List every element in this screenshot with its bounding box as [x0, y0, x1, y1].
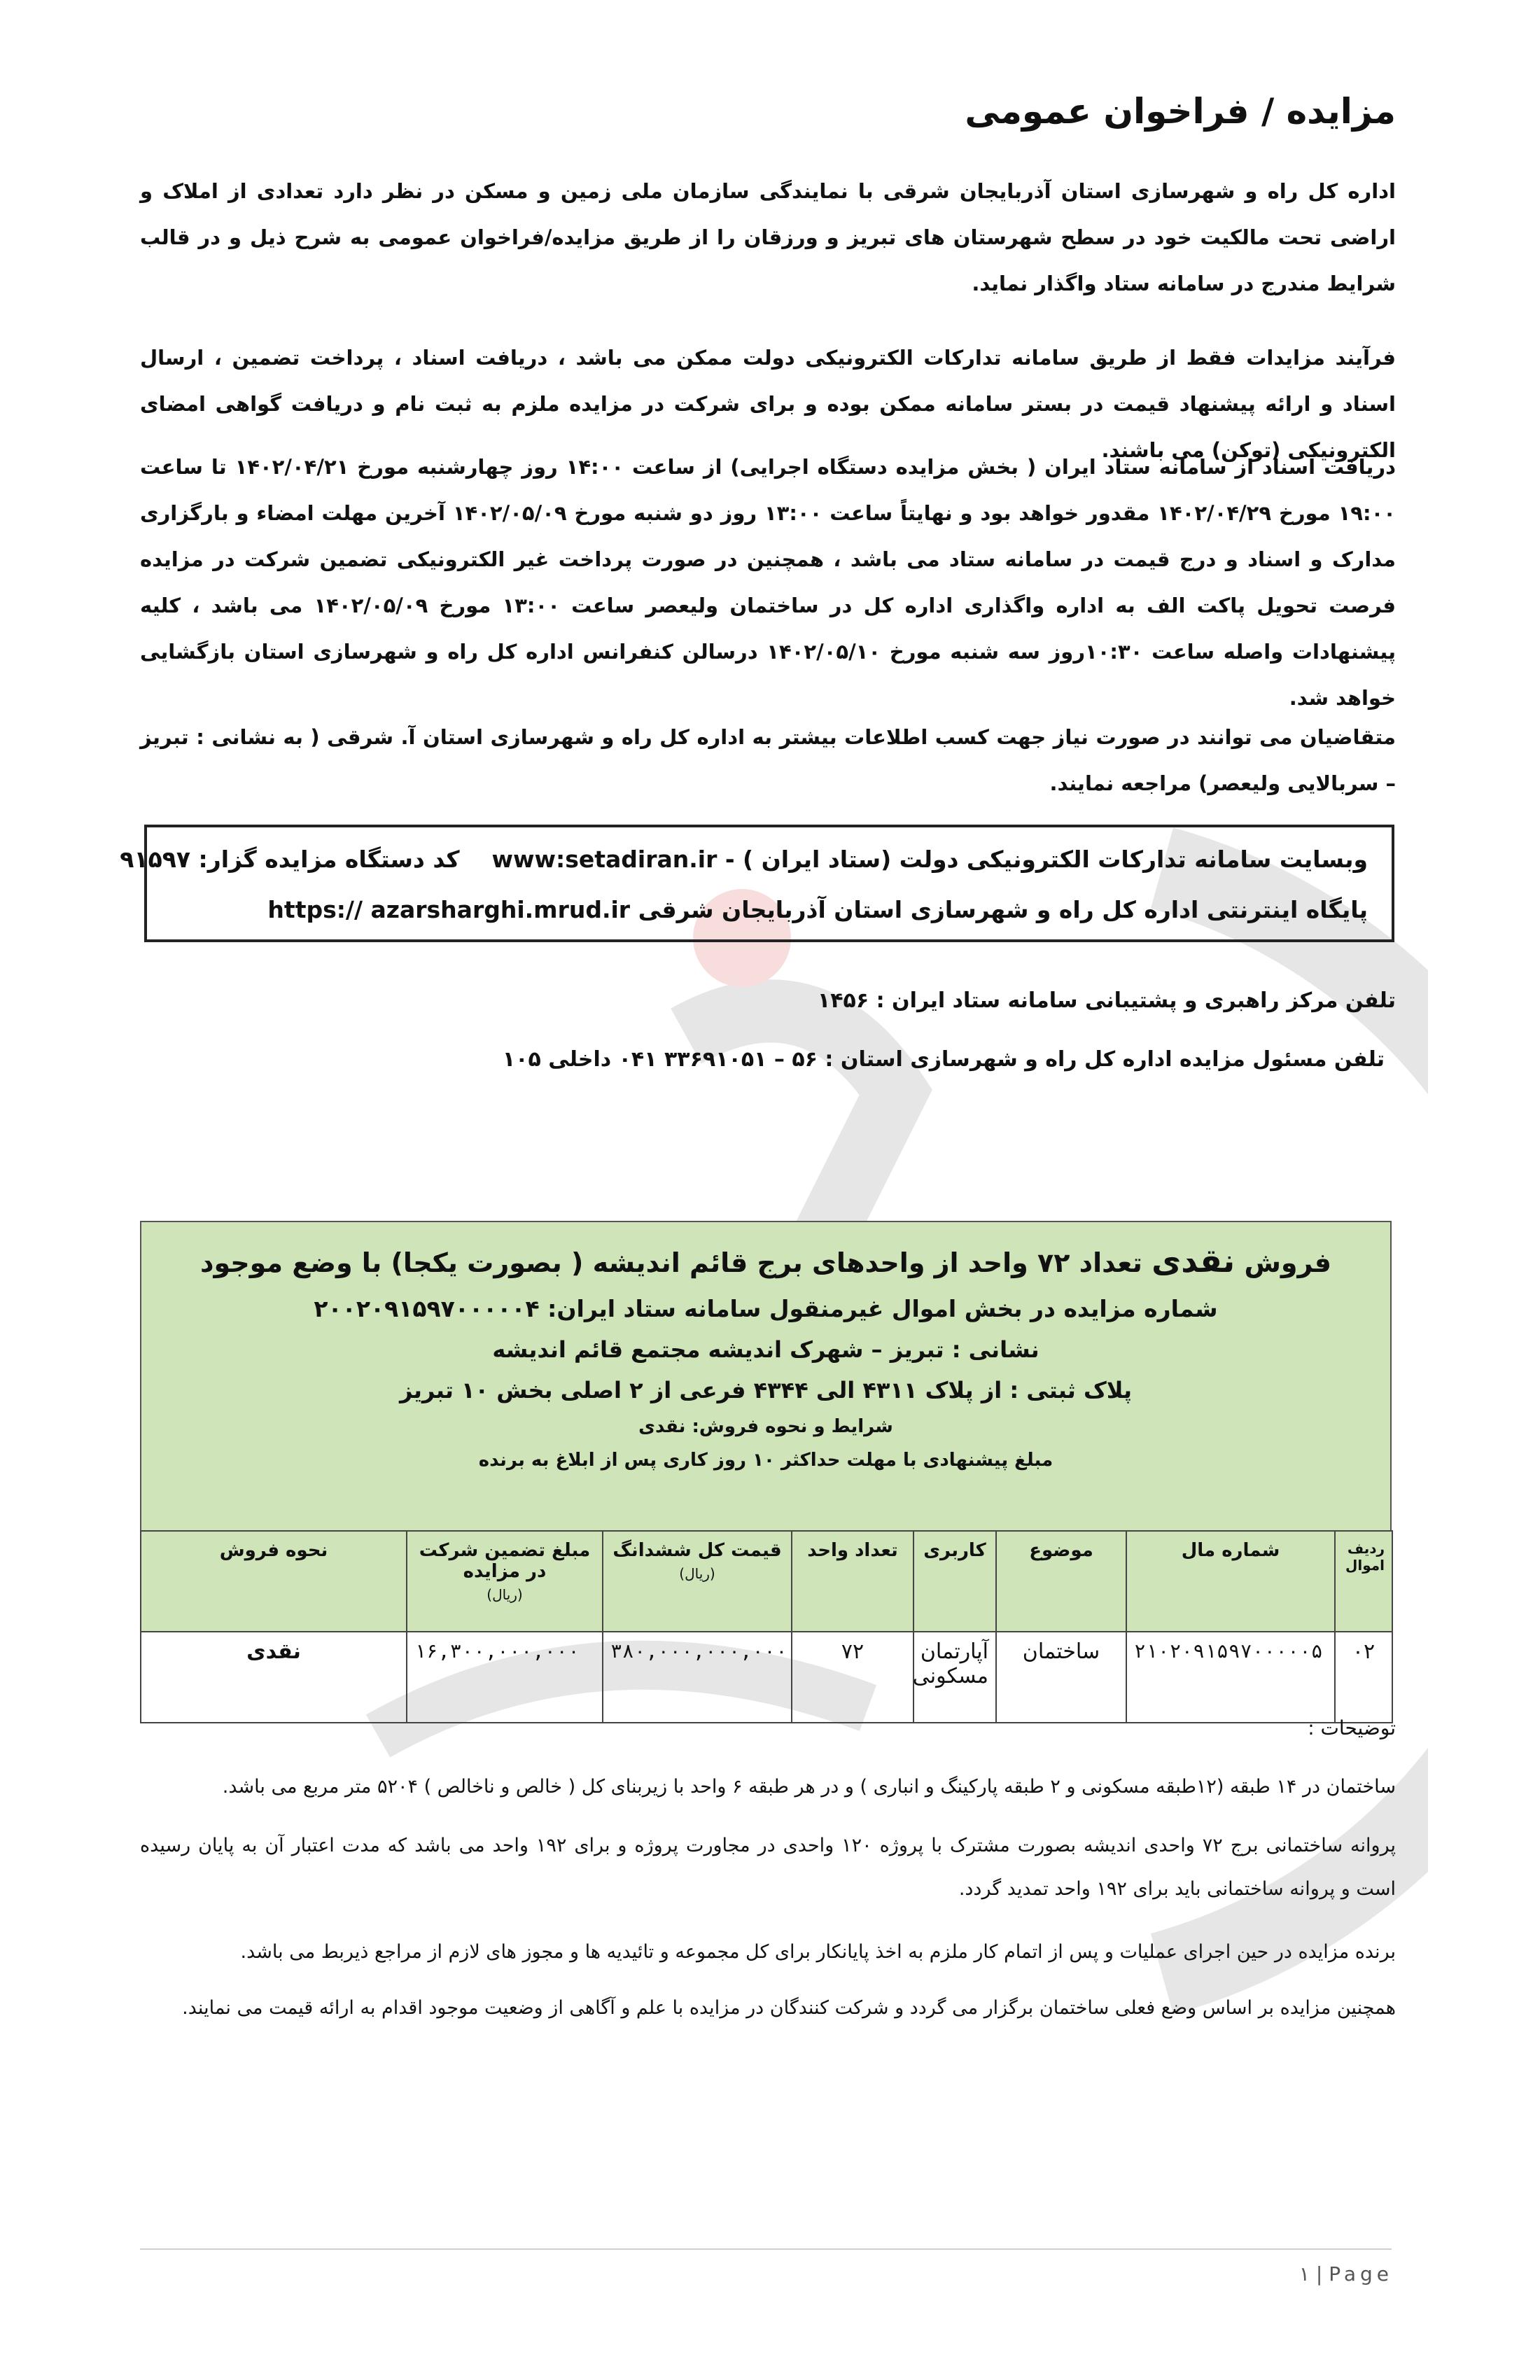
setad-url-link[interactable]: www:setadiran.ir — [491, 846, 718, 873]
table-row — [141, 1632, 1392, 1723]
header-row-no: ردیف اموال — [1335, 1531, 1392, 1632]
page-title: مزایده / فراخوان عمومی — [965, 91, 1396, 132]
note-item: پروانه ساختمانی برج ۷۲ واحدی اندیشه بصورت مشترک با پروژه ۱۲۰ واحدی در مجاورت پروژه و برای ۱۹۲ واحد می باشد که مدت اعتبار آن به پایان رسیده است و پروانه ساختمانی باید برای ۱۹۲ واحد تمدید گردد. — [140, 1835, 1396, 1900]
cell-total-price: ۳۸۰,۰۰۰,۰۰۰,۰۰۰ — [603, 1632, 792, 1723]
cell-guarantee: ۱۶,۳۰۰,۰۰۰,۰۰۰ — [407, 1632, 603, 1723]
page-label: | Page — [1315, 2262, 1393, 2286]
header-guarantee-label: مبلغ تضمین شرکت در مزایده — [419, 1540, 591, 1582]
footer-divider — [140, 2248, 1392, 2250]
table-header-row — [141, 1531, 1392, 1632]
auctioneer-code: کد دستگاه مزایده گزار: ۹۱۵۹۷ — [120, 846, 460, 873]
cell-units: ۷۲ — [792, 1632, 913, 1723]
header-sale-type: نحوه فروش — [141, 1531, 407, 1632]
process-paragraph: فرآیند مزایدات فقط از طریق سامانه تدارکات الکترونیکی دولت ممکن می باشد ، دریافت اسناد ، پرداخت تضمین ، ارسال اسناد و ارائه پیشنهاد قیمت در بستر سامانه ممکن بوده و برای شرکت در مزایده ملزم به ثبت نام و دریافت گواهی امضای الکترونیکی (توکن) می باشند. — [140, 346, 1396, 462]
header-guarantee — [407, 1531, 603, 1632]
header-total-price-unit: (ریال) — [679, 1565, 715, 1582]
notes-label: توضیحات : — [1308, 1716, 1396, 1740]
cell-sale-type: نقدی — [141, 1632, 407, 1723]
office-phone: تلفن مسئول مزایده اداره کل راه و شهرسازی استان : ۵۶ – ۳۳۶۹۱۰۵۱ ۰۴۱ داخلی ۱۰۵ — [502, 1047, 1385, 1072]
header-subject: موضوع — [996, 1531, 1126, 1632]
page-number: ۱ — [1298, 2262, 1310, 2286]
auction-number: شماره مزایده در بخش اموال غیرمنقول سامانه ستاد ایران: ۲۰۰۲۰۹۱۵۹۷۰۰۰۰۰۴ — [314, 1295, 1218, 1322]
header-units: تعداد واحد — [792, 1531, 913, 1632]
offer-heading-emphasis: نقدی — [1152, 1242, 1236, 1280]
sale-conditions: شرایط و نحوه فروش: نقدی — [638, 1416, 893, 1437]
contact-paragraph: متقاضیان می توانند در صورت نیاز جهت کسب اطلاعات بیشتر به اداره کل راه و شهرسازی استان آ. شرقی ( به نشانی : تبریز – سربالایی ولیعصر) مراجعه نمایند. — [140, 725, 1396, 795]
header-total-price-label: قیمت کل ششدانگ — [612, 1540, 782, 1561]
support-phone: تلفن مرکز راهبری و پشتیبانی سامانه ستاد ایران : ۱۴۵۶ — [817, 988, 1396, 1013]
setad-label: وبسایت سامانه تدارکات الکترونیکی دولت (ستاد ایران ) - — [724, 846, 1368, 873]
cell-asset-no: ۲۱۰۲۰۹۱۵۹۷۰۰۰۰۰۵ — [1126, 1632, 1335, 1723]
header-guarantee-unit: (ریال) — [486, 1586, 523, 1603]
header-usage: کاربری — [913, 1531, 996, 1632]
portal-label: پایگاه اینترنتی اداره کل راه و شهرسازی استان آذربایجان شرقی — [638, 896, 1368, 923]
assets-table — [140, 1530, 1393, 1723]
offer-heading-rest: تعداد ۷۲ واحد از واحدهای برج قائم اندیشه ( بصورت یکجا) با وضع موجود — [200, 1247, 1142, 1278]
intro-paragraph: اداره کل راه و شهرسازی استان آذربایجان شرقی با نمایندگی سازمان ملی زمین و مسکن در نظر دارد تعدادی از املاک و اراضی تحت مالکیت خود در سطح شهرستان های تبریز و ورزقان را از طریق مزایده/فراخوان عمومی به شرح ذیل و در قالب شرایط مندرج در سامانه ستاد واگذار نماید. — [140, 179, 1396, 295]
note-item: برنده مزایده در حین اجرای عملیات و پس از اتمام کار ملزم به اخذ پایانکار برای کل مجموعه و تائیدیه ها و مجوز های لازم از مراجع ذیربط می باشد. — [240, 1941, 1396, 1963]
property-address: نشانی : تبریز – شهرک اندیشه مجتمع قائم اندیشه — [492, 1336, 1040, 1363]
registry-plaque: پلاک ثبتی : از پلاک ۴۳۱۱ الی ۴۳۴۴ فرعی از ۲ اصلی بخش ۱۰ تبریز — [399, 1377, 1133, 1404]
portal-link-line — [171, 885, 1368, 935]
portal-url-link[interactable]: https:// azarsharghi.mrud.ir — [267, 896, 631, 923]
note-item: ساختمان در ۱۴ طبقه (۱۲طبقه مسکونی و ۲ طبقه پارکینگ و انباری ) و در هر طبقه ۶ واحد با زیربنای کل ( خالص و ناخالص ) ۵۲۰۴ متر مربع می باشد. — [222, 1776, 1396, 1798]
offer-heading-prefix: فروش — [1244, 1247, 1332, 1278]
links-box — [120, 825, 1394, 942]
setad-link-line — [120, 834, 1368, 885]
offer-summary-box — [140, 1221, 1392, 1532]
payment-terms: مبلغ پیشنهادی با مهلت حداکثر ۱۰ روز کاری پس از ابلاغ به برنده — [478, 1450, 1054, 1471]
header-total-price — [603, 1531, 792, 1632]
page-footer — [1299, 2262, 1393, 2286]
note-item: همچنین مزایده بر اساس وضع فعلی ساختمان برگزار می گردد و شرکت کنندگان در مزایده با علم و آگاهی از وضعیت موجود اقدام به ارائه قیمت می نمایند. — [182, 1997, 1396, 2019]
schedule-paragraph: دریافت اسناد از سامانه ستاد ایران ( بخش مزایده دستگاه اجرایی) از ساعت ۱۴:۰۰ روز چهارشنبه مورخ ۱۴۰۲/۰۴/۲۱ تا ساعت ۱۹:۰۰ مورخ ۱۴۰۲/۰۴/۲۹ مقدور خواهد بود و نهایتاً ساعت ۱۳:۰۰ روز دو شنبه مورخ ۱۴۰۲/۰۵/۰۹ آخرین مهلت امضاء و بارگزاری مدارک و اسناد و درج قیمت در سامانه ستاد می باشد ، همچنین در صورت پرداخت غیر الکترونیکی تضمین شرکت در مزایده فرصت تحویل پاکت الف به اداره واگذاری اداره کل در ساختمان ولیعصر ساعت ۱۳:۰۰ مورخ ۱۴۰۲/۰۵/۰۹ می باشد ، کلیه پیشنهادات واصله ساعت ۱۰:۳۰روز سه شنبه مورخ ۱۴۰۲/۰۵/۱۰ درسالن کنفرانس اداره کل راه و شهرسازی استان بازگشایی خواهد شد. — [140, 455, 1396, 710]
offer-heading — [141, 1242, 1390, 1280]
cell-usage: آپارتمان مسکونی — [913, 1632, 996, 1723]
cell-row-no: ۰۲ — [1335, 1632, 1392, 1723]
header-asset-no: شماره مال — [1126, 1531, 1335, 1632]
cell-subject: ساختمان — [996, 1632, 1126, 1723]
